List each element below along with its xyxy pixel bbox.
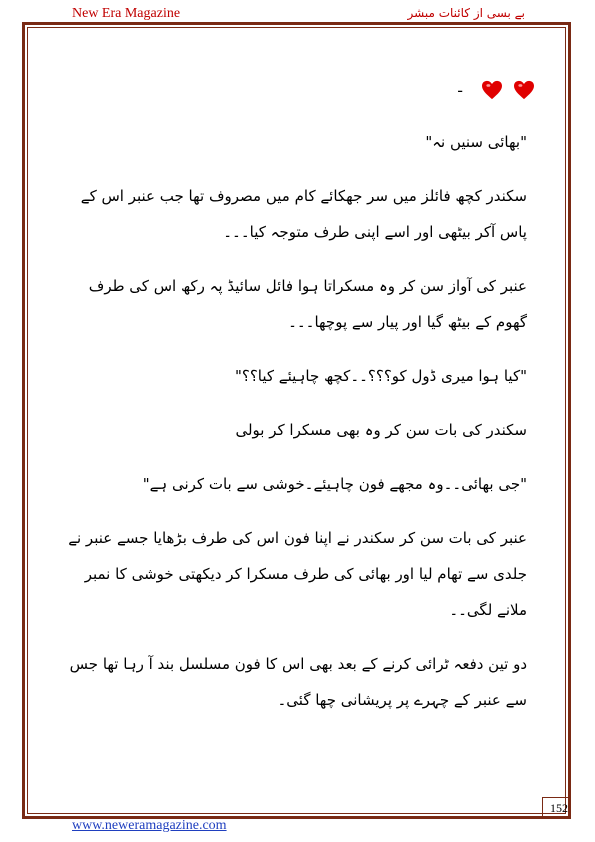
paragraph: "جی بھائی۔۔وہ مجھے فون چاہیئے۔خوشی سے بات کرنی ہے" (142, 475, 527, 493)
page-content (62, 70, 527, 736)
paragraph: "بھائی سنیں نہ" (425, 133, 527, 151)
heart-icon (481, 80, 503, 100)
paragraph: عنبر کی بات سن کر سکندر نے اپنا فون اس کی طرف بڑھایا جسے عنبر نے جلدی سے تھام لیا اور بھائی کی طرف مسکرا کر دیکھتی خوشی کا نمبر ملانے لگی۔۔ (68, 529, 527, 619)
paragraph: سکندر کی بات سن کر وہ بھی مسکرا کر بولی (235, 421, 527, 439)
separator-dash: - (457, 80, 463, 100)
page-number: 152 (542, 797, 570, 817)
heart-icon (513, 80, 535, 100)
paragraph: سکندر کچھ فائلز میں سر جھکائے کام میں مصروف تھا جب عنبر اس کے پاس آکر بیٹھی اور اسے اپنی طرف متوجہ کیا۔۔۔ (80, 187, 527, 241)
paragraph: "کیا ہوا میری ڈول کو؟؟؟۔۔کچھ چاہیئے کیا؟؟" (234, 367, 527, 385)
section-divider (62, 70, 535, 110)
website-link[interactable]: www.neweramagazine.com (72, 818, 227, 833)
paragraph: دو تین دفعہ ٹرائی کرنے کے بعد بھی اس کا فون مسلسل بند آ رہا تھا جس سے عنبر کے چہرے پر پریشانی چھا گئی۔ (69, 655, 527, 709)
paragraph: عنبر کی آواز سن کر وہ مسکراتا ہوا فائل سائیڈ پہ رکھ اس کی طرف گھوم کے بیٹھ گیا اور پیار سے پوچھا۔۔۔ (88, 277, 527, 331)
magazine-name: New Era Magazine (72, 6, 181, 21)
book-title: بے بسی از کائنات مبشر (407, 6, 525, 20)
